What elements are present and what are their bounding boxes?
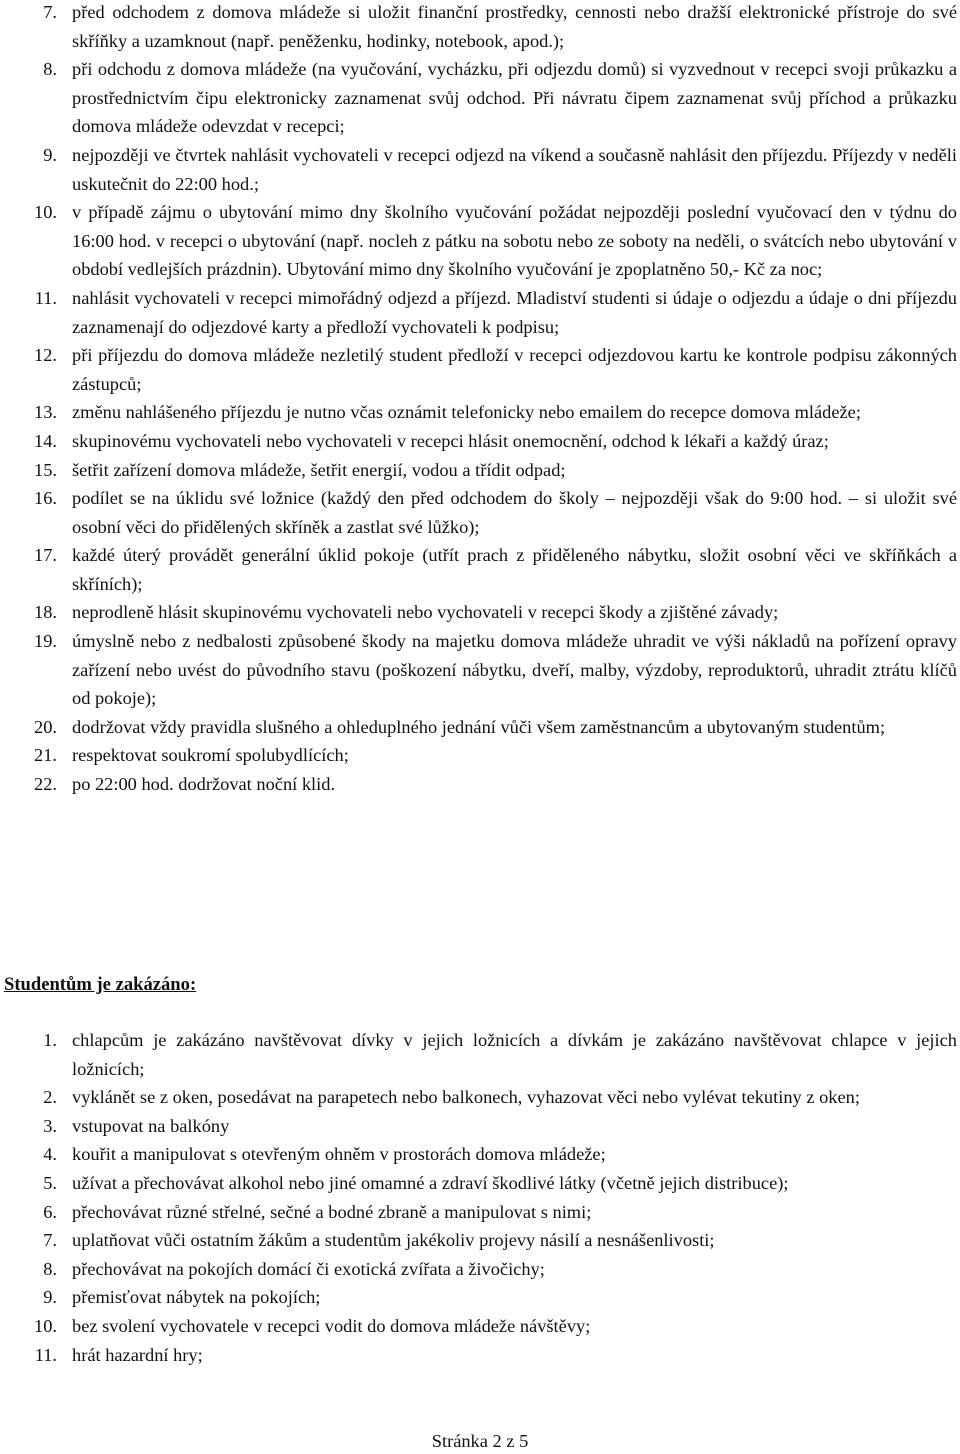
section-heading: Studentům je zakázáno: [4,974,197,995]
item-number: 3. [43,1115,57,1136]
item-number: 7. [43,2,57,22]
list-item [0,541,960,598]
item-text: přechovávat na pokojích domácí či exotická zvířata a živočichy; [72,1258,545,1279]
item-text: při příjezdu do domova mládeže nezletilý student předloží v recepci odjezdovou kartu ke kontrole podpisu zákonných zástupců; [72,345,957,394]
list-item [0,741,960,770]
page-number-footer: Stránka 2 z 5 [431,1431,529,1451]
item-number: 22. [34,774,57,795]
item-number: 10. [34,202,57,223]
item-number: 12. [34,345,57,366]
item-text: chlapcům je zakázáno navštěvovat dívky v jejich ložnicích a dívkám je zakázáno navštěvovat chlapce v jejich ložnicích; [72,1030,957,1079]
item-number: 2. [43,1087,57,1108]
item-text: hrát hazardní hry; [72,1344,203,1365]
item-number: 13. [34,402,57,423]
item-number: 20. [34,716,57,737]
list-item [0,1140,960,1169]
item-number: 17. [34,545,57,566]
item-number: 14. [34,430,57,451]
item-text: podílet se na úklidu své ložnice (každý den před odchodem do školy – nejpozději však do 9:00 hod. – si uložit své osobní věci do přidělených skříněk a zastlat své lůžko); [72,488,957,537]
list-item [0,427,960,456]
item-text: nahlásit vychovateli v recepci mimořádný odjezd a příjezd. Mladiství studenti si údaje o odjezdu a údaje o dni příjezdu zaznamenají do odjezdové karty a předloží vychovateli k podpisu; [72,287,957,337]
list-item [0,55,960,141]
item-text: nejpozději ve čtvrtek nahlásit vychovateli v recepci odjezd na víkend a současně nahlásit den příjezdu. Příjezdy v neděli uskutečnit do 22:00 hod.; [72,144,957,194]
item-number: 8. [43,1258,57,1279]
item-text: užívat a přechovávat alkohol nebo jiné omamné a zdraví škodlivé látky (včetně jejich distribuce); [72,1172,789,1193]
item-number: 9. [43,144,57,165]
item-text: úmyslně nebo z nedbalosti způsobené škody na majetku domova mládeže uhradit ve výši nákladů na pořízení opravy zařízení nebo uvést do původního stavu (poškození nábytku, dveří, malby, výzdoby, reproduktorů, uhradit ztrátu klíčů od pokoje); [72,631,957,709]
list-item [0,1083,960,1112]
item-number: 9. [43,1287,57,1308]
item-text: šetřit zařízení domova mládeže, šetřit energií, vodou a třídit odpad; [72,459,566,480]
item-text: při odchodu z domova mládeže (na vyučování, vycházku, při odjezdu domů) si vyzvednout v recepci svoji průkazku a prostřednictvím čipu elektronicky zaznamenat svůj odchod. Při návratu čipem zaznamenat svůj příchod a průkazku domova mládeže odevzdat v recepci; [72,59,957,137]
item-number: 16. [34,488,57,509]
item-text: vstupovat na balkóny [72,1115,230,1136]
list-item [0,1341,960,1370]
list-item [0,484,960,541]
item-text: neprodleně hlásit skupinovému vychovateli nebo vychovateli v recepci škody a zjištěné závady; [72,602,779,623]
item-text: přemisťovat nábytek na pokojích; [72,1287,321,1308]
item-number: 18. [34,602,57,623]
list-item [0,627,960,713]
list-item [0,713,960,742]
item-number: 10. [34,1315,57,1336]
item-number: 15. [34,459,57,480]
list-item [0,398,960,427]
list-item [0,1312,960,1341]
item-text: po 22:00 hod. dodržovat noční klid. [72,774,336,795]
list-item [0,1026,960,1083]
list-item [0,1226,960,1255]
item-text: před odchodem z domova mládeže si uložit finanční prostředky, cennosti nebo dražší elektronické přístroje do své skříňky a uzamknout (např. peněženku, hodinky, notebook, apod.); [72,2,957,51]
prohibitions-list [0,1026,960,1369]
item-number: 7. [43,1230,57,1251]
list-item [0,284,960,341]
item-number: 11. [34,1344,57,1365]
item-text: uplatňovat vůči ostatním žákům a studentům jakékoliv projevy násilí a nesnášenlivosti; [72,1230,715,1251]
item-number: 1. [43,1030,57,1050]
item-number: 8. [43,59,57,80]
item-number: 21. [34,745,57,766]
item-text: v případě zájmu o ubytování mimo dny školního vyučování požádat nejpozději poslední vyučovací den v týdnu do 16:00 hod. v recepci o ubytování (např. nocleh z pátku na sobotu nebo ze soboty na neděli, o svátcích nebo ubytování v období vedlejších prázdnin). Ubytování mimo dny školního vyučování je zpoplatněno 50,- Kč za noc; [72,202,957,280]
list-item [0,141,960,198]
list-item [0,598,960,627]
item-text: kouřit a manipulovat s otevřeným ohněm v prostorách domova mládeže; [72,1144,606,1165]
item-text: dodržovat vždy pravidla slušného a ohleduplného jednání vůči všem zaměstnancům a ubytovaným studentům; [72,716,886,737]
list-item [0,1112,960,1141]
item-text: změnu nahlášeného příjezdu je nutno včas oznámit telefonicky nebo emailem do recepce domova mládeže; [72,402,861,423]
item-number: 6. [43,1201,57,1222]
item-number: 19. [34,631,57,652]
item-number: 11. [34,287,57,308]
list-item [0,341,960,398]
item-text: bez svolení vychovatele v recepci vodit do domova mládeže návštěvy; [72,1315,591,1336]
item-number: 5. [43,1172,57,1193]
list-item [0,1169,960,1198]
list-item [0,0,960,55]
item-text: každé úterý provádět generální úklid pokoje (utřít prach z přiděleného nábytku, složit osobní věci ve skříňkách a skříních); [72,545,957,594]
item-text: přechovávat různé střelné, sečné a bodné zbraně a manipulovat s nimi; [72,1201,592,1222]
list-item [0,1198,960,1227]
item-text: respektovat soukromí spolubydlících; [72,745,349,766]
list-item [0,770,960,799]
item-text: skupinovému vychovateli nebo vychovateli v recepci hlásit onemocnění, odchod k lékaři a každý úraz; [72,430,829,451]
list-item [0,198,960,284]
list-item [0,1255,960,1284]
list-item [0,1283,960,1312]
item-text: vyklánět se z oken, posedávat na parapetech nebo balkonech, vyhazovat věci nebo vylévat tekutiny z oken; [72,1087,860,1108]
item-number: 4. [43,1144,57,1165]
list-item [0,456,960,485]
